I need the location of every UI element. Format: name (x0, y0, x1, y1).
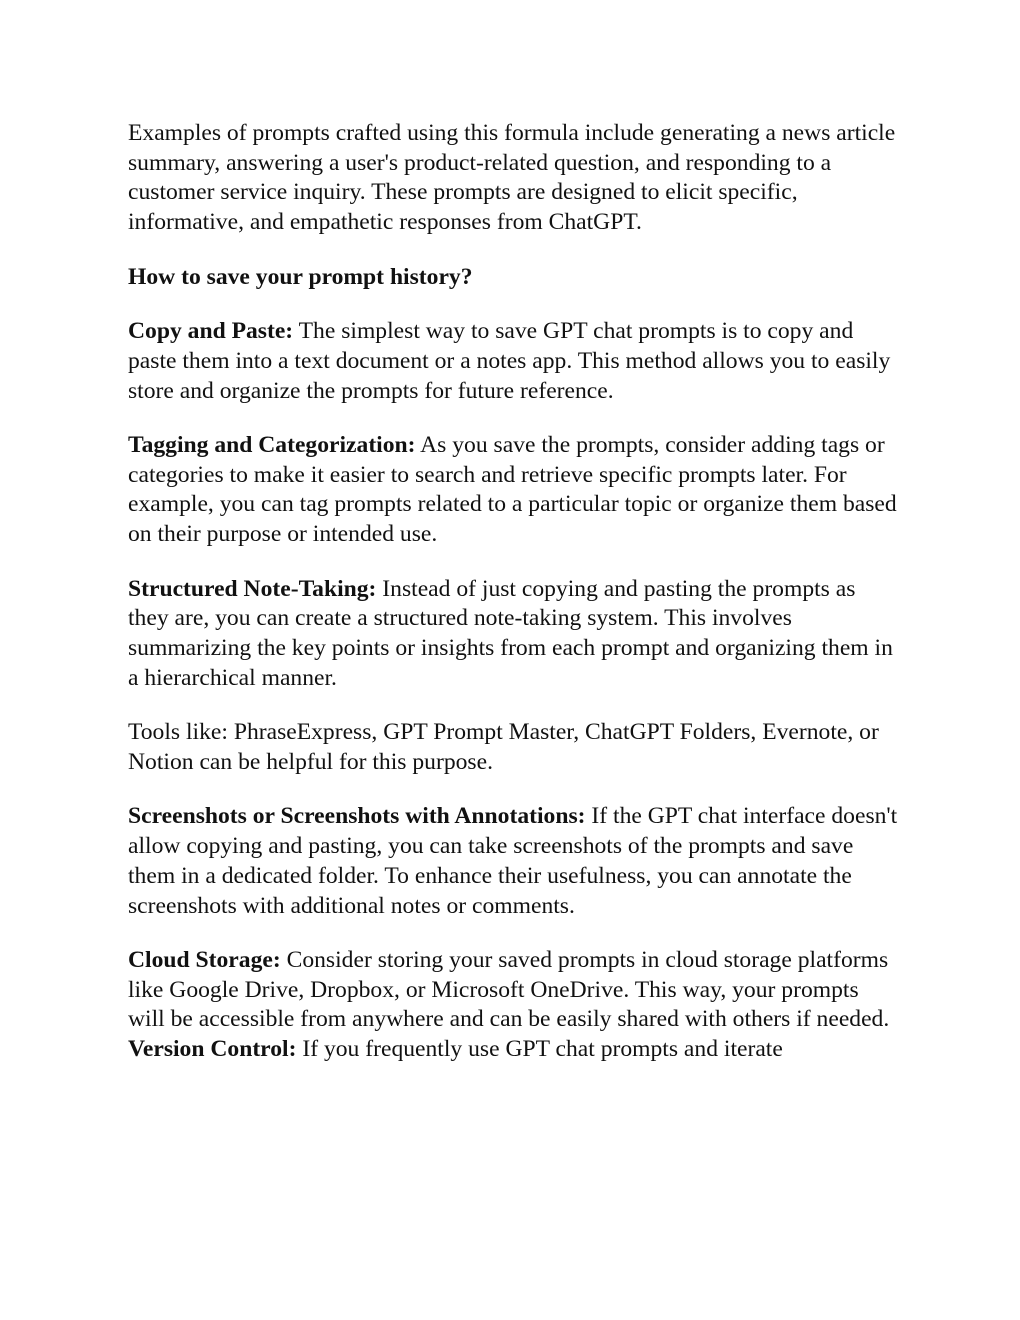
intro-paragraph: Examples of prompts crafted using this formula include generating a news article summary, answering a user's product-related question, and responding to a customer service inquiry. These prompts are designed to elicit specific, informative, and empathetic responses from ChatGPT. (128, 120, 896, 236)
section-heading: How to save your prompt history? (128, 263, 473, 290)
cloud-title: Cloud Storage: (128, 947, 281, 974)
screenshots-text: If the GPT chat interface doesn't allow copying and pasting, you can take screenshots of the prompts and save them in a dedicated folder. To enhance their usefulness, you can annotate the screenshots with additional notes or comments. (128, 803, 898, 919)
cloud-text: Consider storing your saved prompts in cloud storage platforms like Google Drive, Dropbox, or Microsoft OneDrive. This way, your prompts will be accessible from anywhere and can be easily shared with others if needed. (128, 947, 890, 1033)
structured-paragraph (128, 575, 898, 694)
tools-paragraph: Tools like: PhraseExpress, GPT Prompt Master, ChatGPT Folders, Evernote, or Notion can be helpful for this purpose. (128, 719, 879, 775)
version-paragraph (128, 1035, 898, 1065)
copy-paste-paragraph (128, 317, 898, 406)
screenshots-paragraph (128, 802, 898, 921)
version-text: If you frequently use GPT chat prompts and iterate (296, 1036, 783, 1063)
version-title: Version Control: (128, 1036, 297, 1063)
screenshots-title: Screenshots or Screenshots with Annotations: (128, 803, 586, 830)
cloud-paragraph (128, 946, 898, 1035)
copy-paste-title: Copy and Paste: (128, 318, 294, 345)
copy-paste-text: The simplest way to save GPT chat prompts is to copy and paste them into a text document or a notes app. This method allows you to easily store and organize the prompts for future reference. (128, 318, 891, 404)
document-page (128, 119, 898, 1065)
tagging-paragraph (128, 431, 898, 550)
tagging-title: Tagging and Categorization: (128, 432, 416, 459)
structured-text: Instead of just copying and pasting the prompts as they are, you can create a structured note-taking system. This involves summarizing the key points or insights from each prompt and organizing them in a hierarchical manner. (128, 575, 893, 691)
tagging-text: As you save the prompts, consider adding tags or categories to make it easier to search and retrieve specific prompts later. For example, you can tag prompts related to a particular topic or organize them based on their purpose or intended use. (128, 432, 897, 548)
structured-title: Structured Note-Taking: (128, 575, 377, 602)
